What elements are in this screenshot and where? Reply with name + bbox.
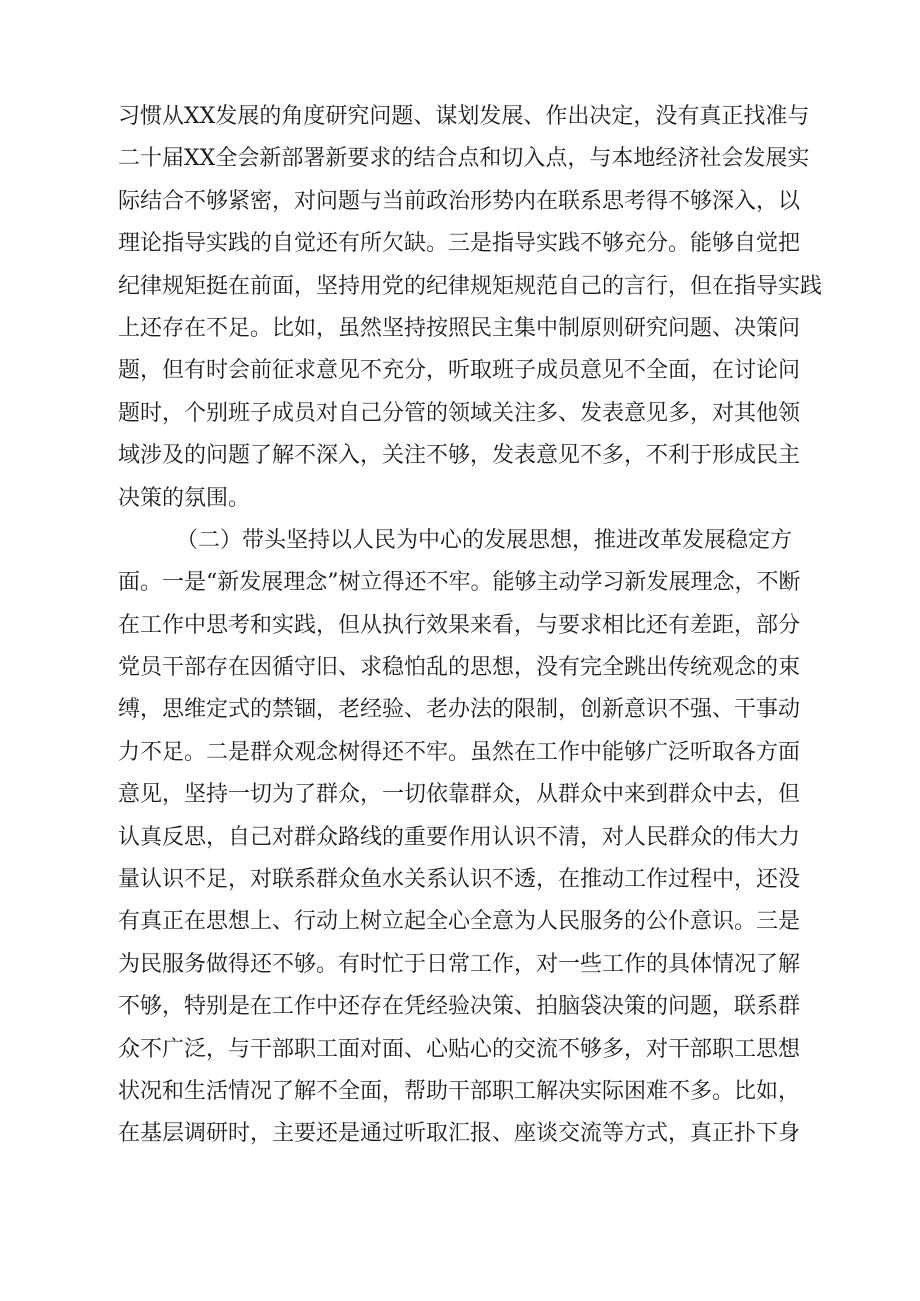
text-line: 理论指导实践的自觉还有所欠缺。三是指导实践不够充分。能够自觉把 bbox=[118, 231, 801, 257]
text-line: 众不广泛，与干部职工面对面、心贴心的交流不够多，对干部职工思想 bbox=[118, 1036, 801, 1062]
text-line: 上还存在不足。比如，虽然坚持按照民主集中制原则研究问题、决策问 bbox=[118, 315, 801, 341]
text-line: 不够，特别是在工作中还存在凭经验决策、拍脑袋决策的问题，联系群 bbox=[118, 994, 801, 1020]
text-line: （二）带头坚持以人民为中心的发展思想，推进改革发展稳定方 bbox=[176, 527, 793, 553]
document-body bbox=[118, 96, 830, 1156]
text-line: 在基层调研时，主要还是通过听取汇报、座谈交流等方式，真正扑下身 bbox=[118, 1121, 801, 1147]
text-line: 认真反思，自己对群众路线的重要作用认识不清，对人民群众的伟大力 bbox=[118, 824, 801, 850]
text-line: 在工作中思考和实践，但从执行效果来看，与要求相比还有差距，部分 bbox=[118, 612, 801, 638]
paragraph-2 bbox=[118, 520, 830, 1156]
text-line: 党员干部存在因循守旧、求稳怕乱的思想，没有完全跳出传统观念的束 bbox=[118, 655, 801, 681]
text-line: 二十届XX全会新部署新要求的结合点和切入点，与本地经济社会发展实 bbox=[118, 146, 810, 172]
text-line: 力不足。二是群众观念树得还不牢。虽然在工作中能够广泛听取各方面 bbox=[118, 739, 801, 765]
text-line: 纪律规矩挺在前面，坚持用党的纪律规矩规范自己的言行，但在指导实践 bbox=[118, 273, 823, 299]
text-line: 量认识不足，对联系群众鱼水关系认识不透，在推动工作过程中，还没 bbox=[118, 867, 801, 893]
text-line: 题，但有时会前征求意见不充分，听取班子成员意见不全面，在讨论问 bbox=[118, 358, 801, 384]
text-line: 意见，坚持一切为了群众，一切依靠群众，从群众中来到群众中去，但 bbox=[118, 782, 801, 808]
text-line: 际结合不够紧密，对问题与当前政治形势内在联系思考得不够深入，以 bbox=[118, 188, 801, 214]
text-line: 题时，个别班子成员对自己分管的领域关注多、发表意见多，对其他领 bbox=[118, 400, 801, 426]
text-line: 面。一是“新发展理念”树立得还不牢。能够主动学习新发展理念，不断 bbox=[118, 570, 801, 596]
text-line: 决策的氛围。 bbox=[118, 485, 251, 511]
text-line: 有真正在思想上、行动上树立起全心全意为人民服务的公仆意识。三是 bbox=[118, 909, 801, 935]
text-line: 为民服务做得还不够。有时忙于日常工作，对一些工作的具体情况了解 bbox=[118, 951, 801, 977]
text-line: 缚，思维定式的禁锢，老经验、老办法的限制，创新意识不强、干事动 bbox=[118, 697, 801, 723]
text-line: 习惯从XX发展的角度研究问题、谋划发展、作出决定，没有真正找准与 bbox=[118, 104, 810, 129]
text-line: 域涉及的问题了解不深入，关注不够，发表意见不多，不利于形成民主 bbox=[118, 443, 801, 469]
text-line: 状况和生活情况了解不全面，帮助干部职工解决实际困难不多。比如， bbox=[118, 1078, 801, 1104]
paragraph-1 bbox=[118, 96, 830, 520]
